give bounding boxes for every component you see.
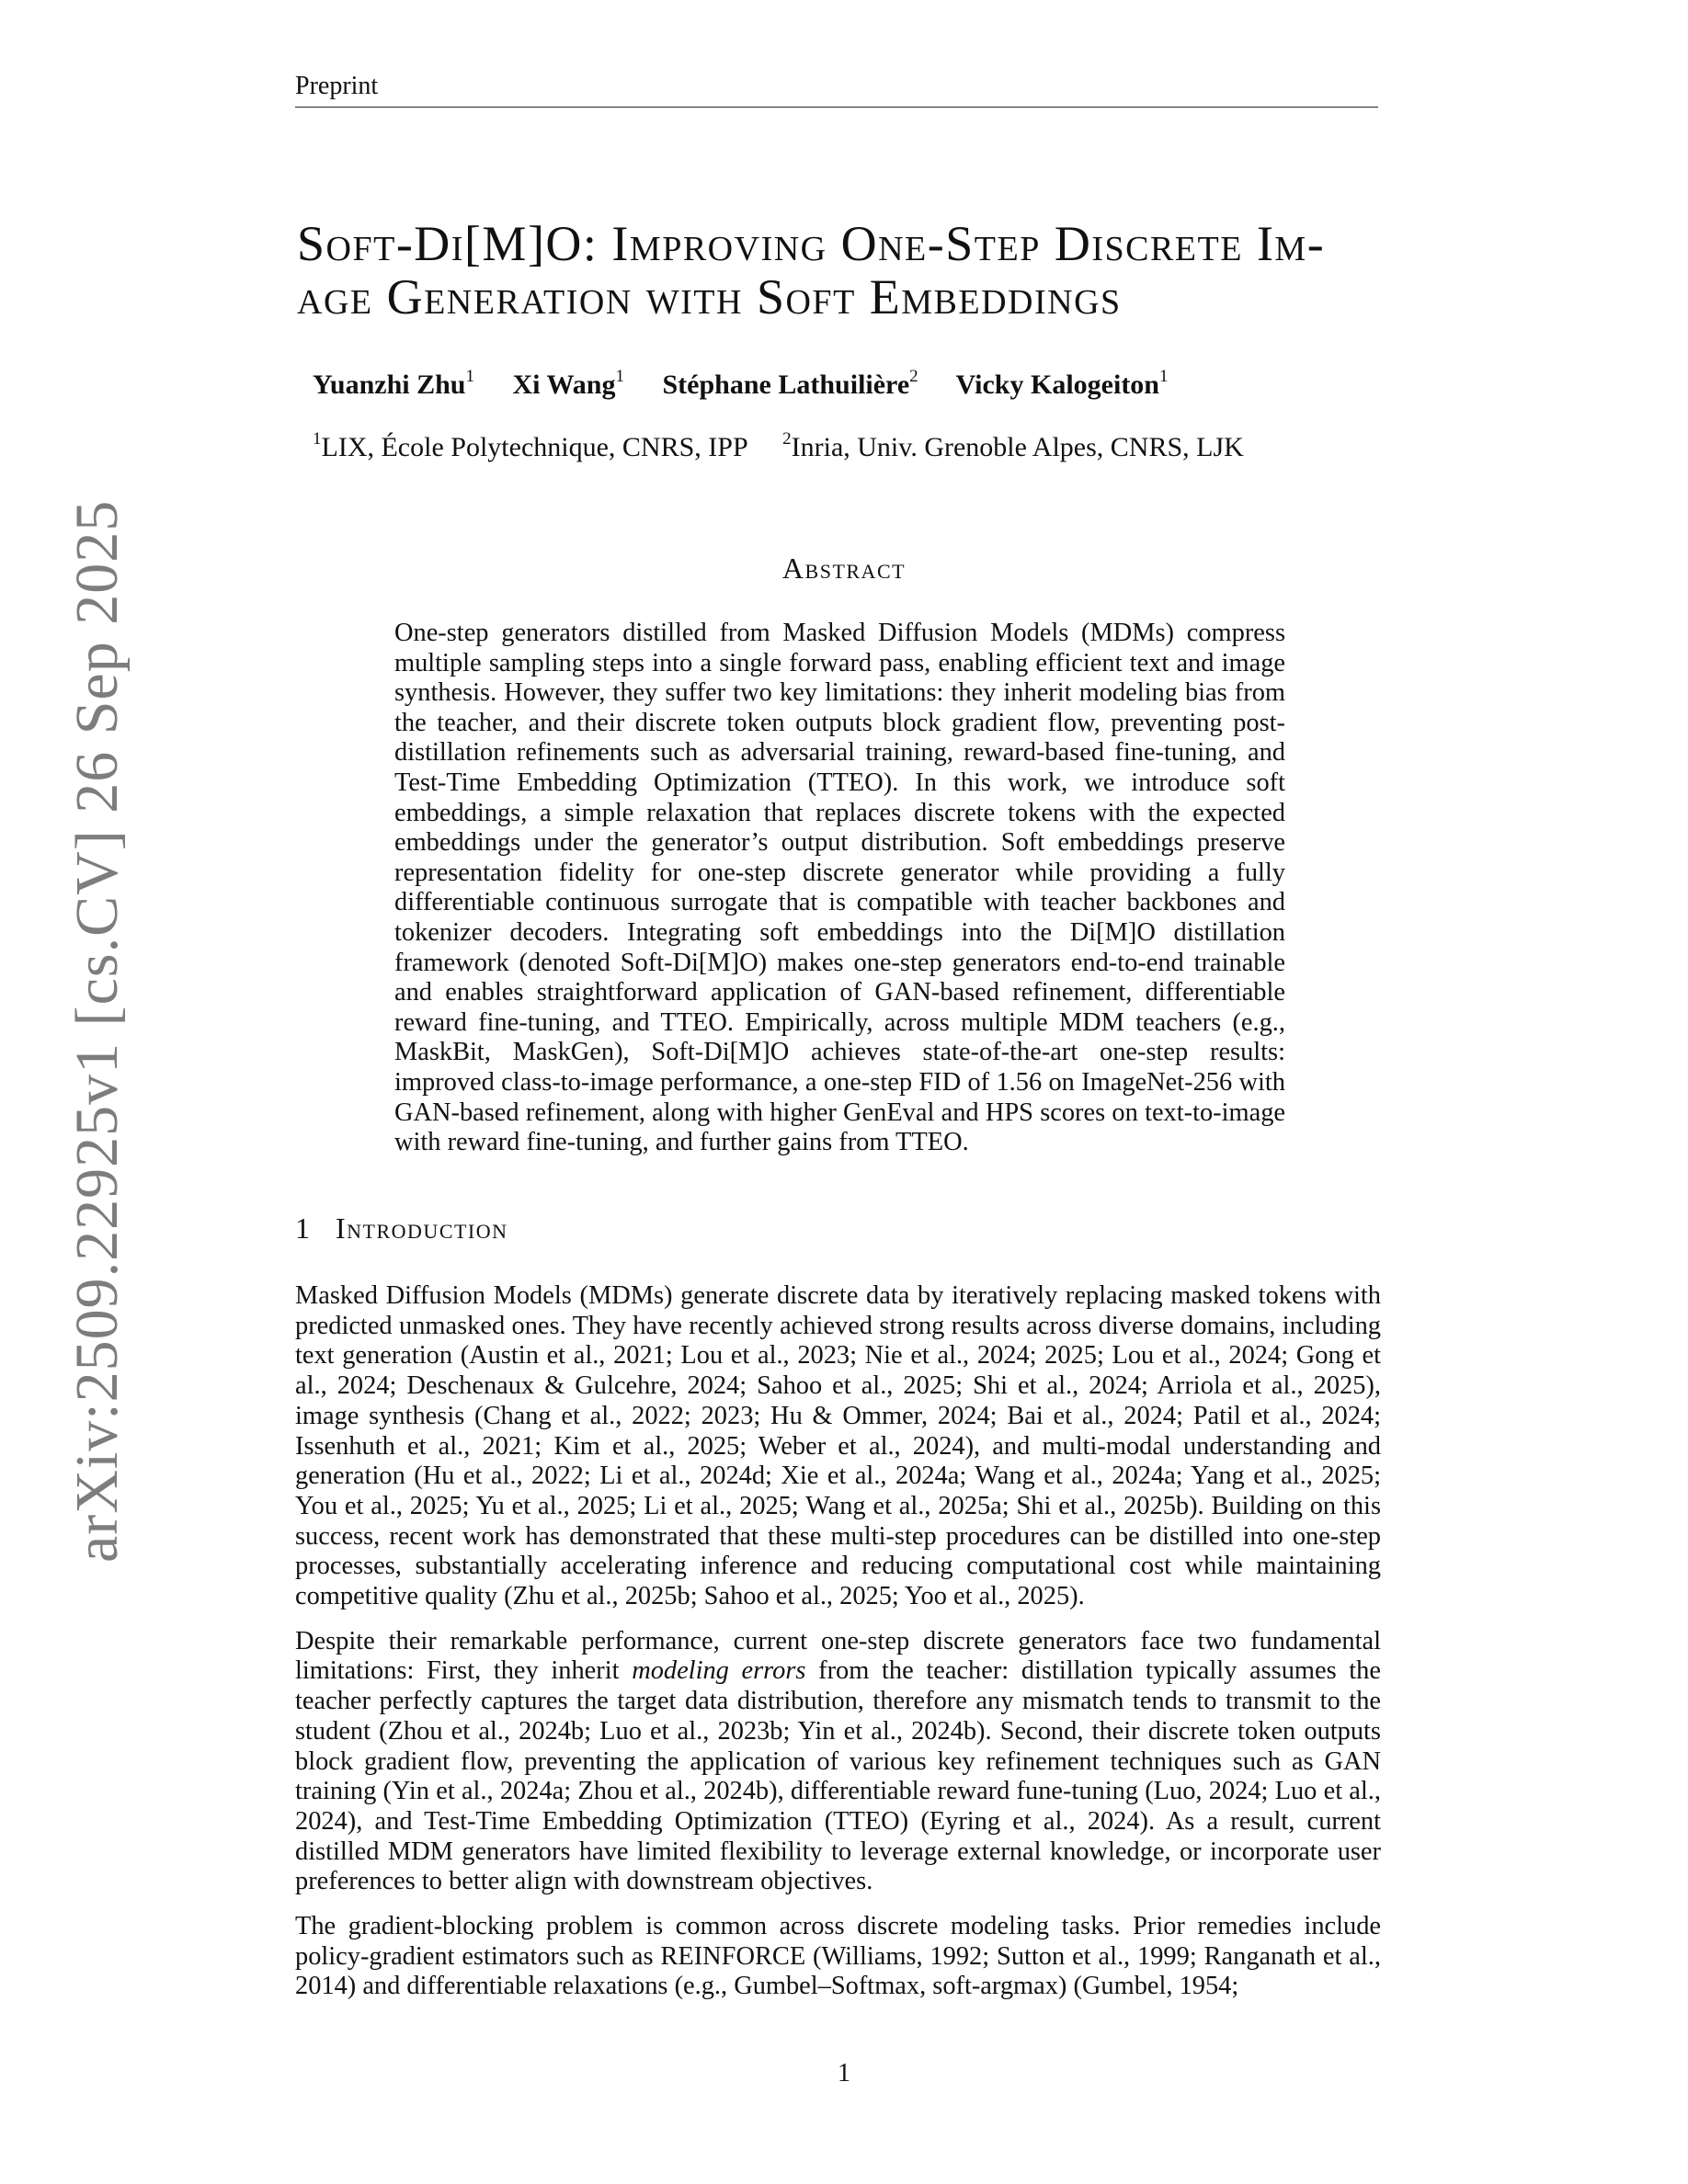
introduction-body [295,1281,1381,2017]
paragraph-text: Despite their remarkable performance, current one-step discrete generators face two fundamental limitations: First, they inherit [295,1626,1381,1686]
author-affiliation-mark: 2 [909,367,918,386]
section-heading-introduction [295,1211,508,1246]
abstract-text: One-step generators distilled from Masked Diffusion Models (MDMs) compress multiple sampling steps into a single forward pass, enabling efficient text and image synthesis. However, they suffer two key limitations: they inherit modeling bias from the teacher, and their discrete token outputs block gradient flow, preventing post-distillation refinements such as adversarial training, reward-based fine-tuning, and Test-Time Embedding Optimization (TTEO). In this work, we introduce soft embeddings, a simple relaxation that replaces discrete tokens with the expected embeddings under the generator’s output distribution. Soft embeddings preserve representation fidelity for one-step discrete generator while providing a fully differentiable continuous surrogate that is compatible with teacher backbones and tokenizer decoders. Integrating soft embeddings into the Di[M]O distillation framework (denoted Soft-Di[M]O) makes one-step generators end-to-end trainable and enables straightforward application of GAN-based refinement, differentiable reward fine-tuning, and TTEO. Empirically, across multiple MDM teachers (e.g., MaskBit, MaskGen), Soft-Di[M]O achieves state-of-the-art one-step results: improved class-to-image performance, a one-step FID of 1.56 on ImageNet-256 with GAN-based refinement, along with higher GenEval and HPS scores on text-to-image with reward fine-tuning, and further gains from TTEO. [394,619,1285,1157]
affiliation-number: 2 [782,429,792,449]
page-number: 1 [838,2059,850,2087]
title-line-1: Soft-Di[M]O: Improving One-Step Discrete Im- [297,216,1326,271]
abstract-heading: Abstract [781,552,907,585]
author [512,367,625,400]
paper-title [297,217,1382,324]
author-list [313,367,1379,410]
header-label: Preprint [295,72,379,100]
arxiv-identifier-stamp: arXiv:2509.22925v1 [cs.CV] 26 Sep 2025 [63,499,131,1563]
paragraph: Masked Diffusion Models (MDMs) generate discrete data by iteratively replacing masked tokens with predicted unmasked ones. They have recently achieved strong results across diverse domains, including text generation (Austin et al., 2021; Lou et al., 2023; Nie et al., 2024; 2025; Lou et al., 2024; Gong et al., 2024; Deschenaux & Gulcehre, 2024; Sahoo et al., 2025; Shi et al., 2024; Arriola et al., 2025), image synthesis (Chang et al., 2022; 2023; Hu & Ommer, 2024; Bai et al., 2024; Patil et al., 2024; Issenhuth et al., 2021; Kim et al., 2025; Weber et al., 2024), and multi-modal understanding and generation (Hu et al., 2022; Li et al., 2024d; Xie et al., 2024a; Wang et al., 2024a; Yang et al., 2025; You et al., 2025; Yu et al., 2025; Li et al., 2025; Wang et al., 2025a; Shi et al., 2025b). Building on this success, recent work has demonstrated that these multi-step procedures can be distilled into one-step processes, substantially accelerating inference and reducing computational cost while maintaining competitive quality (Zhu et al., 2025b; Sahoo et al., 2025; Yoo et al., 2025). [295,1281,1381,1611]
author [662,367,918,400]
paragraph: The gradient-blocking problem is common across discrete modeling tasks. Prior remedies include policy-gradient estimators such as REINFORCE (Williams, 1992; Sutton et al., 1999; Ranganath et al., 2014) and differentiable relaxations (e.g., Gumbel–Softmax, soft-argmax) (Gumbel, 1954; [295,1912,1381,2001]
author-affiliation-mark: 1 [1159,367,1169,386]
affiliation-text: LIX, École Polytechnique, CNRS, IPP [321,432,748,462]
section-number: 1 [295,1211,310,1245]
affiliation-list [313,429,1379,469]
author [955,367,1169,400]
author-name: Yuanzhi Zhu [313,370,466,400]
author-affiliation-mark: 1 [615,367,624,386]
paragraph [295,1627,1381,1897]
author-affiliation-mark: 1 [465,367,474,386]
author-name: Vicky Kalogeiton [955,370,1159,400]
author-name: Stéphane Lathuilière [662,370,910,400]
running-header [295,70,1378,108]
affiliation-number: 1 [313,429,322,449]
emphasized-text: modeling errors [632,1656,806,1686]
affiliation [313,429,748,462]
author-name: Xi Wang [512,370,616,400]
author [313,367,474,400]
section-title: Introduction [336,1211,508,1245]
paragraph-text: from the teacher: distillation typically assumes the teacher perfectly captures the target data distribution, therefore any mismatch tends to transmit to the student (Zhou et al., 2024b; Luo et al., 2023b; Yin et al., 2024b). Second, their discrete token outputs block gradient flow, preventing the application of various key refinement techniques such as GAN training (Yin et al., 2024a; Zhou et al., 2024b), differentiable reward fune-tuning (Luo, 2024; Luo et al., 2024), and Test-Time Embedding Optimization (TTEO) (Eyring et al., 2024). As a result, current distilled MDM generators have limited flexibility to leverage external knowledge, or incorporate user preferences to better align with downstream objectives. [295,1656,1381,1896]
affiliation-text: Inria, Univ. Grenoble Alpes, CNRS, LJK [791,432,1244,462]
title-line-2: age Generation with Soft Embeddings [297,269,1122,324]
affiliation [782,429,1244,462]
